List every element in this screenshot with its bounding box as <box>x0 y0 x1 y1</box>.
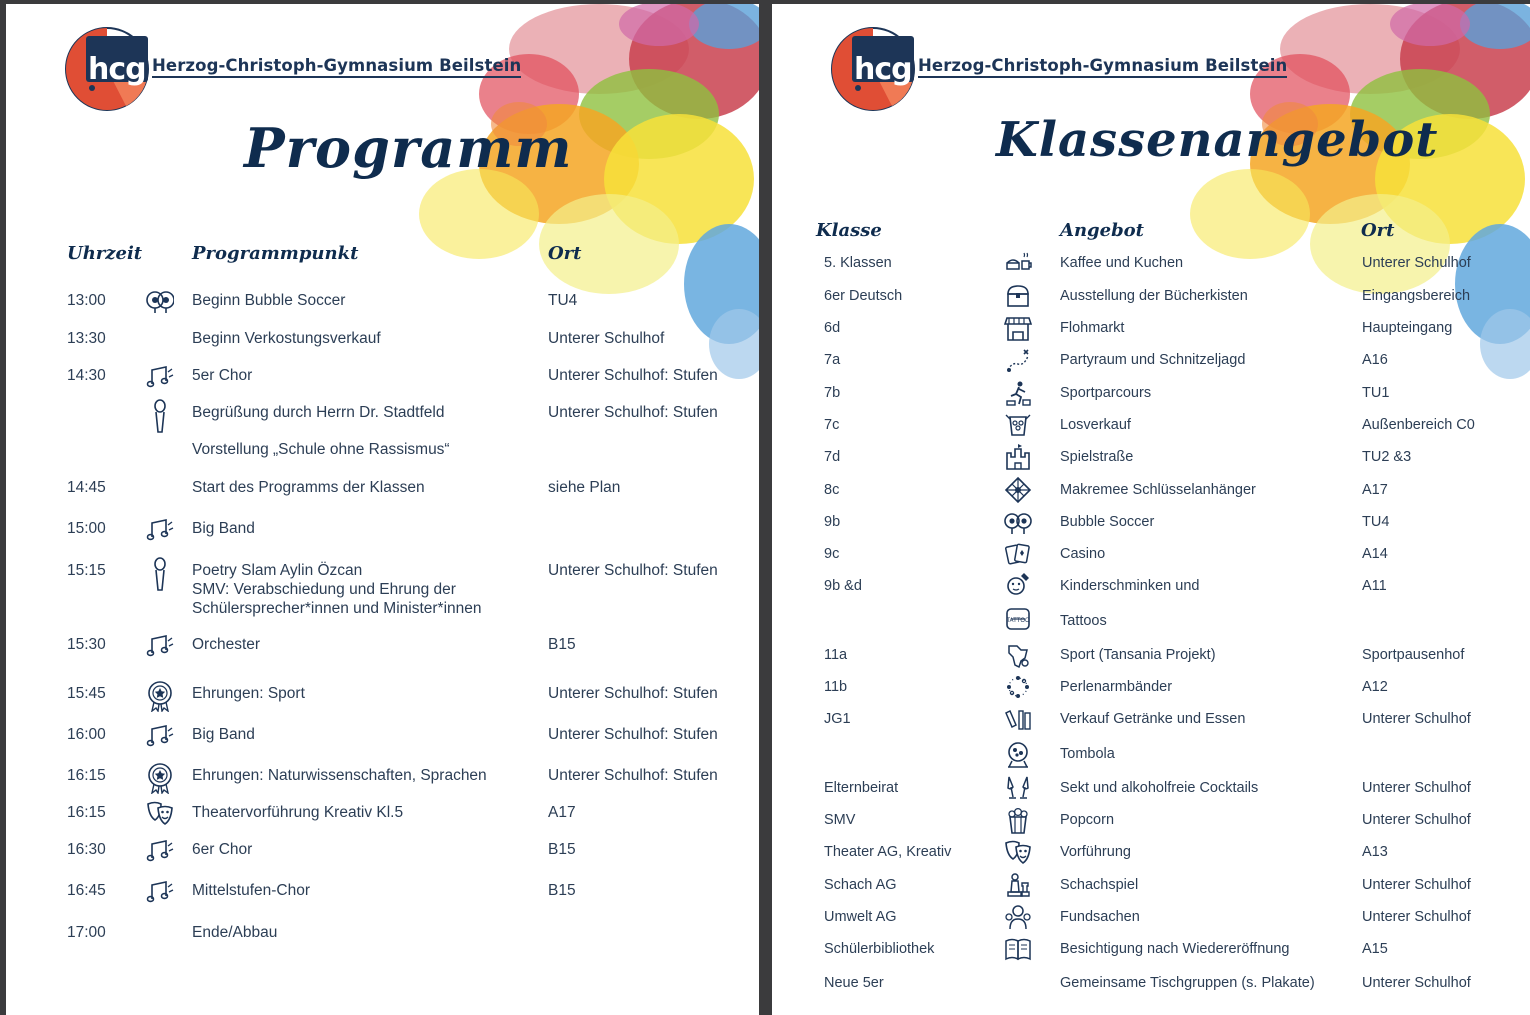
market-stall-icon <box>1004 314 1032 342</box>
row-place: Unterer Schulhof: Stufen <box>548 367 718 384</box>
row-class: SMV <box>824 812 856 828</box>
row-item: Theatervorführung Kreativ Kl.5 <box>192 804 404 821</box>
row-class: 11a <box>824 647 848 663</box>
row-offer: Tattoos <box>1060 613 1107 629</box>
music-notes-icon <box>146 836 174 864</box>
chess-icon <box>1004 871 1032 899</box>
row-place: TU2 &3 <box>1362 449 1412 465</box>
row-place: Unterer Schulhof: Stufen <box>548 726 718 743</box>
row-time: 15:15 <box>67 562 106 579</box>
row-time: 14:45 <box>67 479 106 496</box>
microphone-icon <box>146 399 174 435</box>
row-time: 15:45 <box>67 685 106 702</box>
svg-text:TATTOO: TATTOO <box>1006 618 1030 624</box>
school-name: Herzog-Christoph-Gymnasium Beilstein <box>918 56 1287 78</box>
row-place: Unterer Schulhof <box>1362 812 1471 828</box>
music-notes-icon <box>146 631 174 659</box>
row-time: 17:00 <box>67 924 106 941</box>
header-time: Uhrzeit <box>67 243 143 264</box>
row-place: Unterer Schulhof <box>1362 975 1471 991</box>
school-logo <box>830 26 1287 112</box>
row-offer: Spielstraße <box>1060 449 1134 465</box>
row-class: 8c <box>824 482 840 498</box>
row-item: Ehrungen: Sport <box>192 685 305 702</box>
row-place: Unterer Schulhof <box>1362 909 1471 925</box>
row-place: Unterer Schulhof: Stufen <box>548 767 718 784</box>
row-class: 7d <box>824 449 841 465</box>
bubble-soccer-icon <box>1004 508 1032 536</box>
row-place: A13 <box>1362 844 1388 860</box>
row-time: 16:15 <box>67 804 106 821</box>
row-class: 6d <box>824 320 841 336</box>
row-place: B15 <box>548 636 576 653</box>
theater-masks-icon <box>1004 838 1032 866</box>
row-place: siehe Plan <box>548 479 621 496</box>
header-place: Ort <box>548 243 582 264</box>
row-place: Unterer Schulhof <box>548 330 665 347</box>
row-item: Orchester <box>192 636 261 653</box>
row-time: 16:45 <box>67 882 106 899</box>
row-offer: Gemeinsame Tischgruppen (s. Plakate) <box>1060 975 1315 991</box>
row-offer: Schachspiel <box>1060 877 1139 893</box>
row-place: Unterer Schulhof <box>1362 877 1471 893</box>
treasure-map-icon <box>1004 346 1032 374</box>
row-place: Unterer Schulhof: Stufen <box>548 685 718 702</box>
medal-icon <box>146 762 174 794</box>
row-place: A17 <box>548 804 576 821</box>
row-offer: Casino <box>1060 546 1106 562</box>
row-place: TU1 <box>1362 385 1390 401</box>
row-time: 15:30 <box>67 636 106 653</box>
row-offer: Tombola <box>1060 746 1115 762</box>
row-place: A17 <box>1362 482 1388 498</box>
row-offer: Perlenarmbänder <box>1060 679 1173 695</box>
row-offer: Kaffee und Kuchen <box>1060 255 1184 271</box>
logo-text: hcg <box>854 52 912 87</box>
row-place: A14 <box>1362 546 1388 562</box>
row-offer: Flohmarkt <box>1060 320 1125 336</box>
tattoo-icon <box>1004 605 1032 633</box>
row-offer: Vorführung <box>1060 844 1131 860</box>
row-offer: Sekt und alkoholfreie Cocktails <box>1060 780 1259 796</box>
row-class: Elternbeirat <box>824 780 899 796</box>
row-offer: Makremee Schlüsselanhänger <box>1060 482 1256 498</box>
row-place: A15 <box>1362 941 1388 957</box>
row-time: 13:30 <box>67 330 106 347</box>
row-item: Beginn Verkostungsverkauf <box>192 330 381 347</box>
row-time: 16:30 <box>67 841 106 858</box>
row-class: 7a <box>824 352 841 368</box>
row-class: 5. Klassen <box>824 255 892 271</box>
cake-coffee-icon <box>1004 249 1032 277</box>
row-item-line3: Schülersprecher*innen und Minister*innen <box>192 600 482 617</box>
row-offer: Sport (Tansania Projekt) <box>1060 647 1216 663</box>
row-offer: Popcorn <box>1060 812 1115 828</box>
row-place: A11 <box>1362 578 1387 594</box>
header-item: Programmpunkt <box>192 243 359 264</box>
row-class: 9b <box>824 514 841 530</box>
row-place: B15 <box>548 882 576 899</box>
row-place: TU4 <box>1362 514 1390 530</box>
music-notes-icon <box>146 877 174 905</box>
row-offer: Ausstellung der Bücherkisten <box>1060 288 1248 304</box>
header-class: Klasse <box>816 220 882 241</box>
lottery-icon <box>1004 411 1032 439</box>
row-item: Ende/Abbau <box>192 924 278 941</box>
row-item: Mittelstufen-Chor <box>192 882 311 899</box>
row-place: Sportpausenhof <box>1362 647 1465 663</box>
class-offers-page <box>772 4 1530 1015</box>
row-class: 9c <box>824 546 840 562</box>
row-offer: Kinderschminken und <box>1060 578 1200 594</box>
bouncy-castle-icon <box>1004 443 1032 471</box>
row-place: Haupteingang <box>1362 320 1453 336</box>
row-place: A16 <box>1362 352 1388 368</box>
row-place: Unterer Schulhof <box>1362 780 1471 796</box>
school-logo <box>64 26 521 112</box>
row-class: 7b <box>824 385 841 401</box>
row-offer: Verkauf Getränke und Essen <box>1060 711 1246 727</box>
row-offer: Losverkauf <box>1060 417 1131 433</box>
parkour-icon <box>1004 379 1032 407</box>
row-item: Poetry Slam Aylin Özcan <box>192 562 363 579</box>
row-place: Unterer Schulhof: Stufen <box>548 404 718 421</box>
face-paint-icon <box>1004 570 1032 598</box>
row-offer: Fundsachen <box>1060 909 1140 925</box>
row-item: Beginn Bubble Soccer <box>192 292 346 309</box>
row-time: 13:00 <box>67 292 106 309</box>
row-class: Schach AG <box>824 877 897 893</box>
row-item: Begrüßung durch Herrn Dr. Stadtfeld <box>192 404 445 421</box>
book-icon <box>1004 935 1032 963</box>
lost-found-icon <box>1004 903 1032 931</box>
microphone-icon <box>146 557 174 593</box>
page-title: Programm <box>244 116 573 180</box>
row-class: JG1 <box>824 711 851 727</box>
row-class: Neue 5er <box>824 975 884 991</box>
bubble-soccer-icon <box>146 287 174 315</box>
logo-text: hcg <box>88 52 146 87</box>
row-place: TU4 <box>548 292 578 309</box>
header-place: Ort <box>1361 220 1395 241</box>
row-place: A12 <box>1362 679 1388 695</box>
row-item: 6er Chor <box>192 841 253 858</box>
header-offer: Angebot <box>1060 220 1144 241</box>
row-class: Schülerbibliothek <box>824 941 935 957</box>
row-class: Theater AG, Kreativ <box>824 844 952 860</box>
row-class: 7c <box>824 417 840 433</box>
tombola-icon <box>1004 740 1032 768</box>
playing-cards-icon <box>1004 540 1032 568</box>
row-time: 14:30 <box>67 367 106 384</box>
row-place: Unterer Schulhof <box>1362 711 1471 727</box>
treasure-chest-icon <box>1004 282 1032 310</box>
champagne-icon <box>1004 774 1032 802</box>
row-class: 9b &d <box>824 578 862 594</box>
row-place: B15 <box>548 841 576 858</box>
row-item: Big Band <box>192 726 255 743</box>
program-page <box>6 4 759 1015</box>
medal-icon <box>146 680 174 712</box>
africa-sport-icon <box>1004 641 1032 669</box>
music-notes-icon <box>146 515 174 543</box>
row-item: Vorstellung „Schule ohne Rassismus“ <box>192 441 450 458</box>
macrame-icon <box>1004 476 1032 504</box>
row-place: Unterer Schulhof <box>1362 255 1471 271</box>
drinks-food-icon <box>1004 705 1032 733</box>
theater-masks-icon <box>146 799 174 827</box>
music-notes-icon <box>146 362 174 390</box>
row-offer: Besichtigung nach Wiedereröffnung <box>1060 941 1290 957</box>
row-time: 15:00 <box>67 520 106 537</box>
row-place: Außenbereich C0 <box>1362 417 1475 433</box>
row-class: 11b <box>824 679 848 695</box>
row-offer: Bubble Soccer <box>1060 514 1155 530</box>
row-class: Umwelt AG <box>824 909 897 925</box>
row-item: Big Band <box>192 520 255 537</box>
row-item: Ehrungen: Naturwissenschaften, Sprachen <box>192 767 487 784</box>
bracelet-icon <box>1004 673 1032 701</box>
row-class: 6er Deutsch <box>824 288 903 304</box>
row-offer: Partyraum und Schnitzeljagd <box>1060 352 1246 368</box>
music-notes-icon <box>146 721 174 749</box>
row-offer: Sportparcours <box>1060 385 1152 401</box>
row-item: 5er Chor <box>192 367 253 384</box>
school-name: Herzog-Christoph-Gymnasium Beilstein <box>152 56 521 78</box>
row-time: 16:15 <box>67 767 106 784</box>
row-time: 16:00 <box>67 726 106 743</box>
popcorn-icon <box>1004 806 1032 834</box>
page-title: Klassenangebot <box>996 112 1439 168</box>
row-place: Eingangsbereich <box>1362 288 1471 304</box>
row-item: Start des Programms der Klassen <box>192 479 425 496</box>
row-item-line2: SMV: Verabschiedung und Ehrung der <box>192 581 456 598</box>
row-place: Unterer Schulhof: Stufen <box>548 562 718 579</box>
